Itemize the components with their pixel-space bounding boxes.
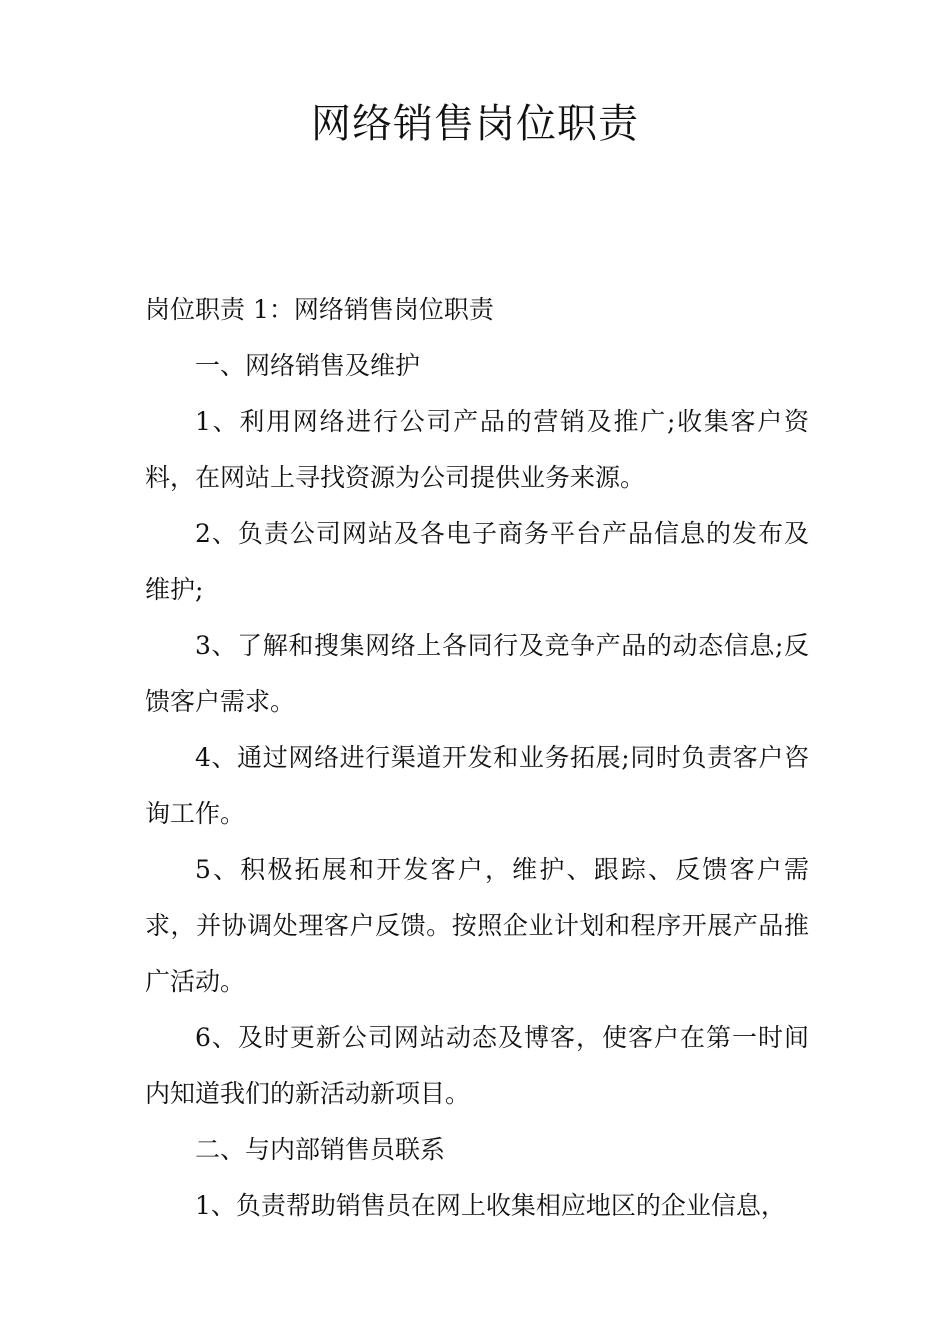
section-heading-2: 二、与内部销售员联系 (195, 1135, 446, 1164)
paragraph: 2、负责公司网站及各电子商务平台产品信息的发布及维护; (145, 519, 809, 604)
paragraph: 5、积极拓展和开发客户，维护、跟踪、反馈客户需求，并协调处理客户反馈。按照企业计划和程序开展产品推广活动。 (145, 855, 809, 996)
paragraph: 1、利用网络进行公司产品的营销及推广;收集客户资料，在网站上寻找资源为公司提供业务来源。 (145, 407, 809, 492)
paragraph: 岗位职责 1：网络销售岗位职责 (145, 295, 494, 324)
paragraph: 6、及时更新公司网站动态及博客，使客户在第一时间内知道我们的新活动新项目。 (145, 1023, 809, 1108)
document-body (145, 282, 809, 1234)
paragraph: 3、了解和搜集网络上各同行及竞争产品的动态信息;反馈客户需求。 (145, 631, 809, 716)
paragraph: 1、负责帮助销售员在网上收集相应地区的企业信息， (195, 1191, 786, 1220)
section-heading-1: 一、网络销售及维护 (195, 351, 421, 380)
paragraph: 4、通过网络进行渠道开发和业务拓展;同时负责客户咨询工作。 (145, 743, 809, 828)
document-title: 网络销售岗位职责 (311, 101, 639, 147)
